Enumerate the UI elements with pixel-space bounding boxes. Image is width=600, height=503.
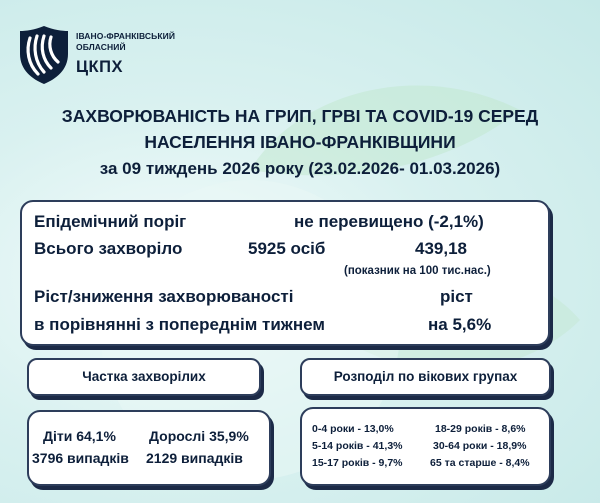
org-name-line2: ОБЛАСНИЙ — [76, 42, 126, 52]
title-line-3: за 09 тиждень 2026 року (23.02.2026- 01.03.2026) — [99, 159, 501, 178]
change-label-line1: Ріст/зниження захворюваності — [34, 287, 294, 306]
total-label: Всього захворіло — [34, 239, 183, 258]
ages-heading-box — [300, 358, 551, 396]
title-line-1: ЗАХВОРЮВАНІСТЬ НА ГРИП, ГРВІ ТА COVID-19 СЕРЕД — [61, 106, 539, 126]
title-line-2: НАСЕЛЕННЯ ІВАНО-ФРАНКІВЩИНИ — [144, 132, 456, 152]
org-name-line1: ІВАНО-ФРАНКІВСЬКИЙ — [76, 31, 176, 41]
summary-card — [20, 200, 550, 346]
change-direction: ріст — [440, 287, 473, 306]
adults-cases: 2129 випадків — [146, 450, 243, 466]
children-cases: 3796 випадків — [32, 450, 129, 466]
ages-heading: Розподіл по вікових групах — [333, 369, 518, 384]
org-acronym: ЦКПХ — [76, 58, 123, 76]
share-heading-box — [27, 358, 261, 396]
age-groups-card — [300, 407, 551, 486]
age-group-item: 65 та старше - 8,4% — [430, 457, 530, 469]
age-group-item: 30-64 роки - 18,9% — [433, 440, 527, 452]
rate-value: 439,18 — [415, 239, 467, 258]
age-group-item: 5-14 років - 41,3% — [312, 440, 403, 452]
shield-logo-icon — [18, 24, 70, 86]
threshold-label: Епідемічний поріг — [34, 212, 187, 231]
children-share: Діти 64,1% — [43, 428, 116, 444]
age-group-item: 15-17 років - 9,7% — [312, 457, 403, 469]
age-group-item: 18-29 років - 8,6% — [435, 423, 526, 435]
threshold-value: не перевищено (-2,1%) — [294, 212, 484, 231]
adults-share: Дорослі 35,9% — [149, 428, 249, 444]
change-percent: на 5,6% — [428, 315, 492, 334]
rate-note: (показник на 100 тис.нас.) — [344, 265, 491, 277]
share-heading: Частка захворілих — [82, 369, 206, 384]
age-group-item: 0-4 роки - 13,0% — [312, 423, 394, 435]
total-count: 5925 осіб — [248, 239, 326, 258]
share-card — [27, 410, 271, 486]
change-label-line2: в порівнянні з попереднім тижнем — [34, 315, 325, 334]
organization-name — [76, 31, 175, 77]
